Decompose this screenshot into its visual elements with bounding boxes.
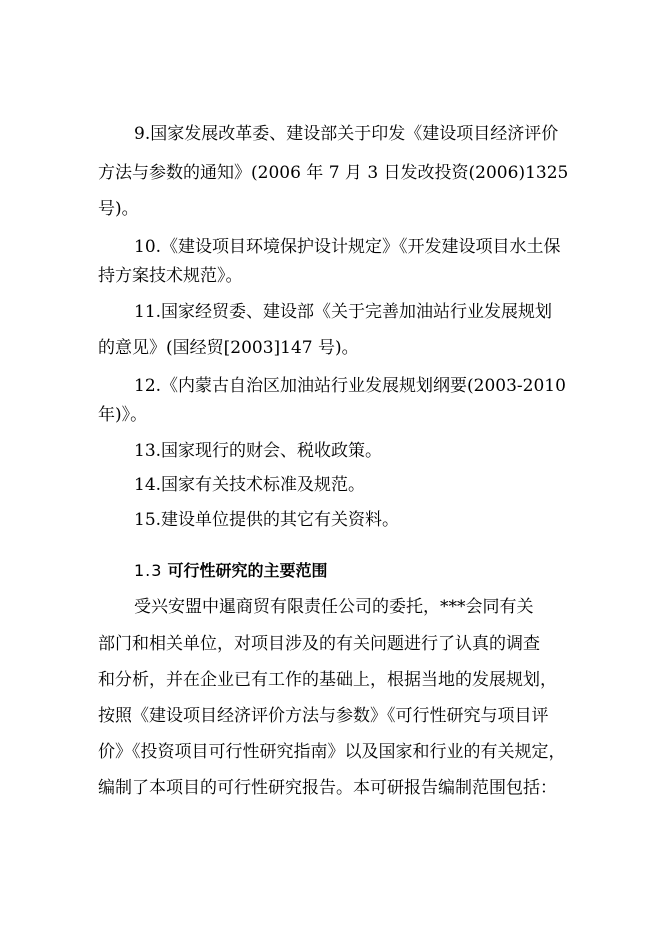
- reference-item-9-line-2: 方法与参数的通知》(2006 年 7 月 3 日发改投资(2006)1325: [98, 163, 569, 183]
- reference-item-9-line-3: 号)。: [98, 199, 139, 219]
- reference-item-10-line-1: 10.《建设项目环境保护设计规定》《开发建设项目水土保: [134, 237, 561, 257]
- body-paragraph-line-4: 按照《建设项目经济评价方法与参数》《可行性研究与项目评: [98, 706, 549, 726]
- section-heading: [134, 561, 328, 581]
- reference-item-11-line-2: 的意见》(国经贸[2003]147 号)。: [98, 338, 359, 358]
- body-paragraph-line-5: 价》《投资项目可行性研究指南》以及国家和行业的有关规定，: [98, 742, 566, 762]
- reference-item-13: 13.国家现行的财会、税收政策。: [134, 441, 383, 461]
- reference-item-12-line-1: 12.《内蒙古自治区加油站行业发展规划纲要(2003-2010: [134, 376, 566, 396]
- reference-item-9-line-1: 9.国家发展改革委、建设部关于印发《建设项目经济评价: [134, 124, 559, 144]
- section-title: 可行性研究的主要范围: [167, 561, 328, 580]
- reference-item-12-line-2: 年)》。: [98, 405, 148, 425]
- body-paragraph-line-1: 受兴安盟中暹商贸有限责任公司的委托，***会同有关: [134, 597, 534, 617]
- section-number: 1.3: [134, 561, 163, 580]
- reference-item-15: 15.建设单位提供的其它有关资料。: [134, 510, 400, 530]
- reference-item-11-line-1: 11.国家经贸委、建设部《关于完善加油站行业发展规划: [134, 302, 553, 322]
- reference-item-10-line-2: 持方案技术规范》。: [98, 266, 243, 286]
- body-paragraph-line-6: 编制了本项目的可行性研究报告。本可研报告编制范围包括：: [98, 778, 557, 798]
- body-paragraph-line-3: 和分析，并在企业已有工作的基础上，根据当地的发展规划，: [98, 670, 557, 690]
- reference-item-14: 14.国家有关技术标准及规范。: [134, 475, 366, 495]
- body-paragraph-line-2: 部门和相关单位，对项目涉及的有关问题进行了认真的调查: [98, 634, 540, 654]
